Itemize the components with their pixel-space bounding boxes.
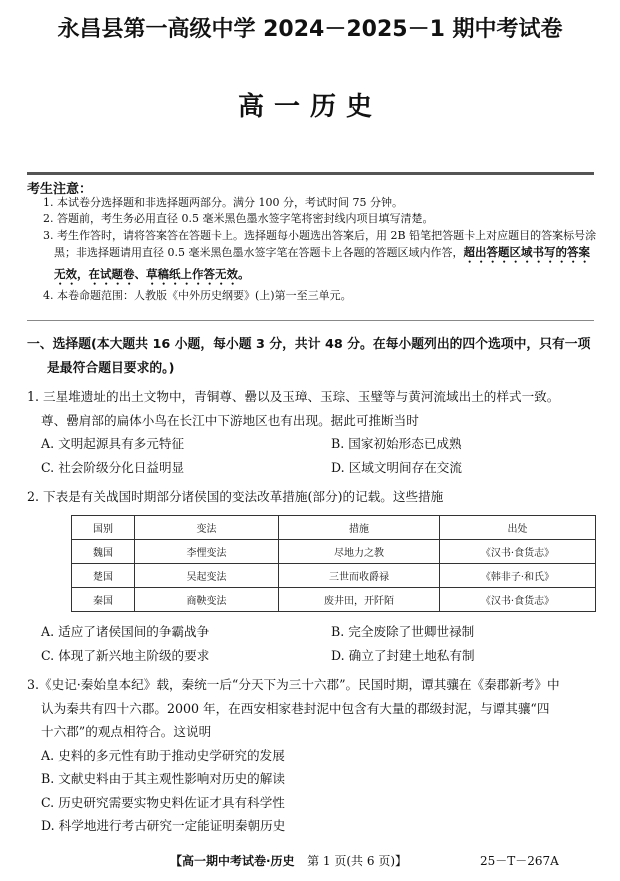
table-header: 国别 <box>72 516 135 540</box>
table-cell: 三世而收爵禄 <box>279 564 440 588</box>
footer-code: 25－T－267A <box>480 854 559 868</box>
table-header-row <box>72 516 596 540</box>
table-cell: 吴起变法 <box>135 564 279 588</box>
question-3-options <box>27 744 599 838</box>
q1-option-d[interactable]: D. 区域文明间存在交流 <box>331 459 462 475</box>
table-header: 变法 <box>135 516 279 540</box>
q3-option-c[interactable]: C. 历史研究需要实物史料佐证才具有科学性 <box>41 794 285 810</box>
q3-option-b[interactable]: B. 文献史料由于其主观性影响对历史的解读 <box>41 771 285 786</box>
question-3-stem-cont: 认为秦共有四十六郡。2000 年，在西安相家巷封泥中包含有大量的郡级封泥，与谭其骧“四 <box>41 700 550 716</box>
notice-item-3-text: 3. 考生作答时，请将答案答在答题卡上。选择题每小题选出答案后，用 2B 铅笔把答题卡上对应题目的答案标号涂黑；非选择题请用直径 0.5 毫米黑色墨水签字笔在答题卡上各题的答题区域内作答， <box>43 228 597 259</box>
notice-item-3 <box>27 228 597 288</box>
q1-option-a[interactable]: A. 文明起源具有多元特征 <box>41 436 185 451</box>
section-heading <box>27 333 599 381</box>
table-cell: 李悝变法 <box>135 540 279 564</box>
footer-exam-name: 【高一期中考试卷·历史 <box>170 854 295 868</box>
table-cell: 魏国 <box>72 540 135 564</box>
question-2 <box>27 485 599 509</box>
question-2-stem: 2. 下表是有关战国时期部分诸侯国的变法改革措施(部分)的记载。这些措施 <box>27 489 444 504</box>
table-cell: 商鞅变法 <box>135 588 279 612</box>
table-cell: 《汉书·食货志》 <box>440 540 596 564</box>
question-3-stem-cont2: 十六郡”的观点相符合。这说明 <box>41 724 212 739</box>
q2-option-b[interactable]: B. 完全废除了世卿世禄制 <box>331 624 475 639</box>
exam-title: 永昌县第一高级中学 2024－2025－1 期中考试卷 <box>57 17 563 42</box>
q1-option-c[interactable]: C. 社会阶级分化日益明显 <box>41 459 185 475</box>
question-3 <box>27 673 599 838</box>
reform-table <box>71 515 596 612</box>
notice-list <box>27 195 597 304</box>
table-cell: 废井田，开阡陌 <box>279 588 440 612</box>
q3-option-a[interactable]: A. 史料的多元性有助于推动史学研究的发展 <box>41 747 285 763</box>
table-cell: 秦国 <box>72 588 135 612</box>
table-cell: 《汉书·食货志》 <box>440 588 596 612</box>
notice-item-4: 4. 本卷命题范围：人教版《中外历史纲要》(上)第一至三单元。 <box>43 288 352 302</box>
table-row <box>72 564 596 588</box>
table-header: 措施 <box>279 516 440 540</box>
subject-title: 高一历史 <box>237 92 382 122</box>
q3-option-d[interactable]: D. 科学地进行考古研究一定能证明秦朝历史 <box>41 818 286 833</box>
q2-option-d[interactable]: D. 确立了封建土地私有制 <box>331 647 475 663</box>
table-cell: 楚国 <box>72 564 135 588</box>
table-header: 出处 <box>440 516 596 540</box>
q2-option-c[interactable]: C. 体现了新兴地主阶级的要求 <box>41 647 210 663</box>
notice-item-2: 2. 答题前，考生务必用直径 0.5 毫米黑色墨水签字笔将密封线内项目填写清楚。 <box>43 212 434 226</box>
question-1 <box>27 385 599 479</box>
question-1-stem-cont: 尊、罍肩部的扁体小鸟在长江中下游地区也有出现。据此可推断当时 <box>41 412 419 428</box>
table-row <box>72 588 596 612</box>
table-cell: 《韩非子·和氏》 <box>440 564 596 588</box>
footer-title <box>170 852 407 869</box>
divider-notice <box>27 320 594 321</box>
question-2-options <box>27 620 599 667</box>
question-1-stem: 1. 三星堆遗址的出土文物中，青铜尊、罍以及玉璋、玉琮、玉璧等与黄河流域出土的样式一致。 <box>27 389 560 404</box>
question-2-options-wrap <box>27 620 599 667</box>
notice-bold-warning: 超出答题区域书写的答案无效，在试题卷、草稿纸上作答无效。 <box>54 244 590 281</box>
notice-item-1: 1. 本试卷分选择题和非选择题两部分。满分 100 分，考试时间 75 分钟。 <box>43 196 403 209</box>
table-cell: 尽地力之教 <box>279 540 440 564</box>
q2-option-a[interactable]: A. 适应了诸侯国间的争霸战争 <box>41 624 210 639</box>
section-heading-line2: 是最符合题目要求的。) <box>47 361 175 376</box>
section-heading-line1: 一、选择题(本大题共 16 小题，每小题 3 分，共计 48 分。在每小题列出的四个选项中，只有一项 <box>27 337 591 352</box>
q1-option-b[interactable]: B. 国家初始形态已成熟 <box>331 436 462 451</box>
notice-title: 考生注意： <box>27 182 93 197</box>
footer-page-number: 第 1 页(共 6 页)】 <box>307 854 408 868</box>
question-1-options <box>27 432 599 479</box>
question-3-stem: 3.《史记·秦始皇本纪》载，秦统一后“分天下为三十六郡”。民国时期，谭其骧在《秦郡新考》中 <box>27 677 560 692</box>
table-row <box>72 540 596 564</box>
divider-top <box>27 172 594 175</box>
